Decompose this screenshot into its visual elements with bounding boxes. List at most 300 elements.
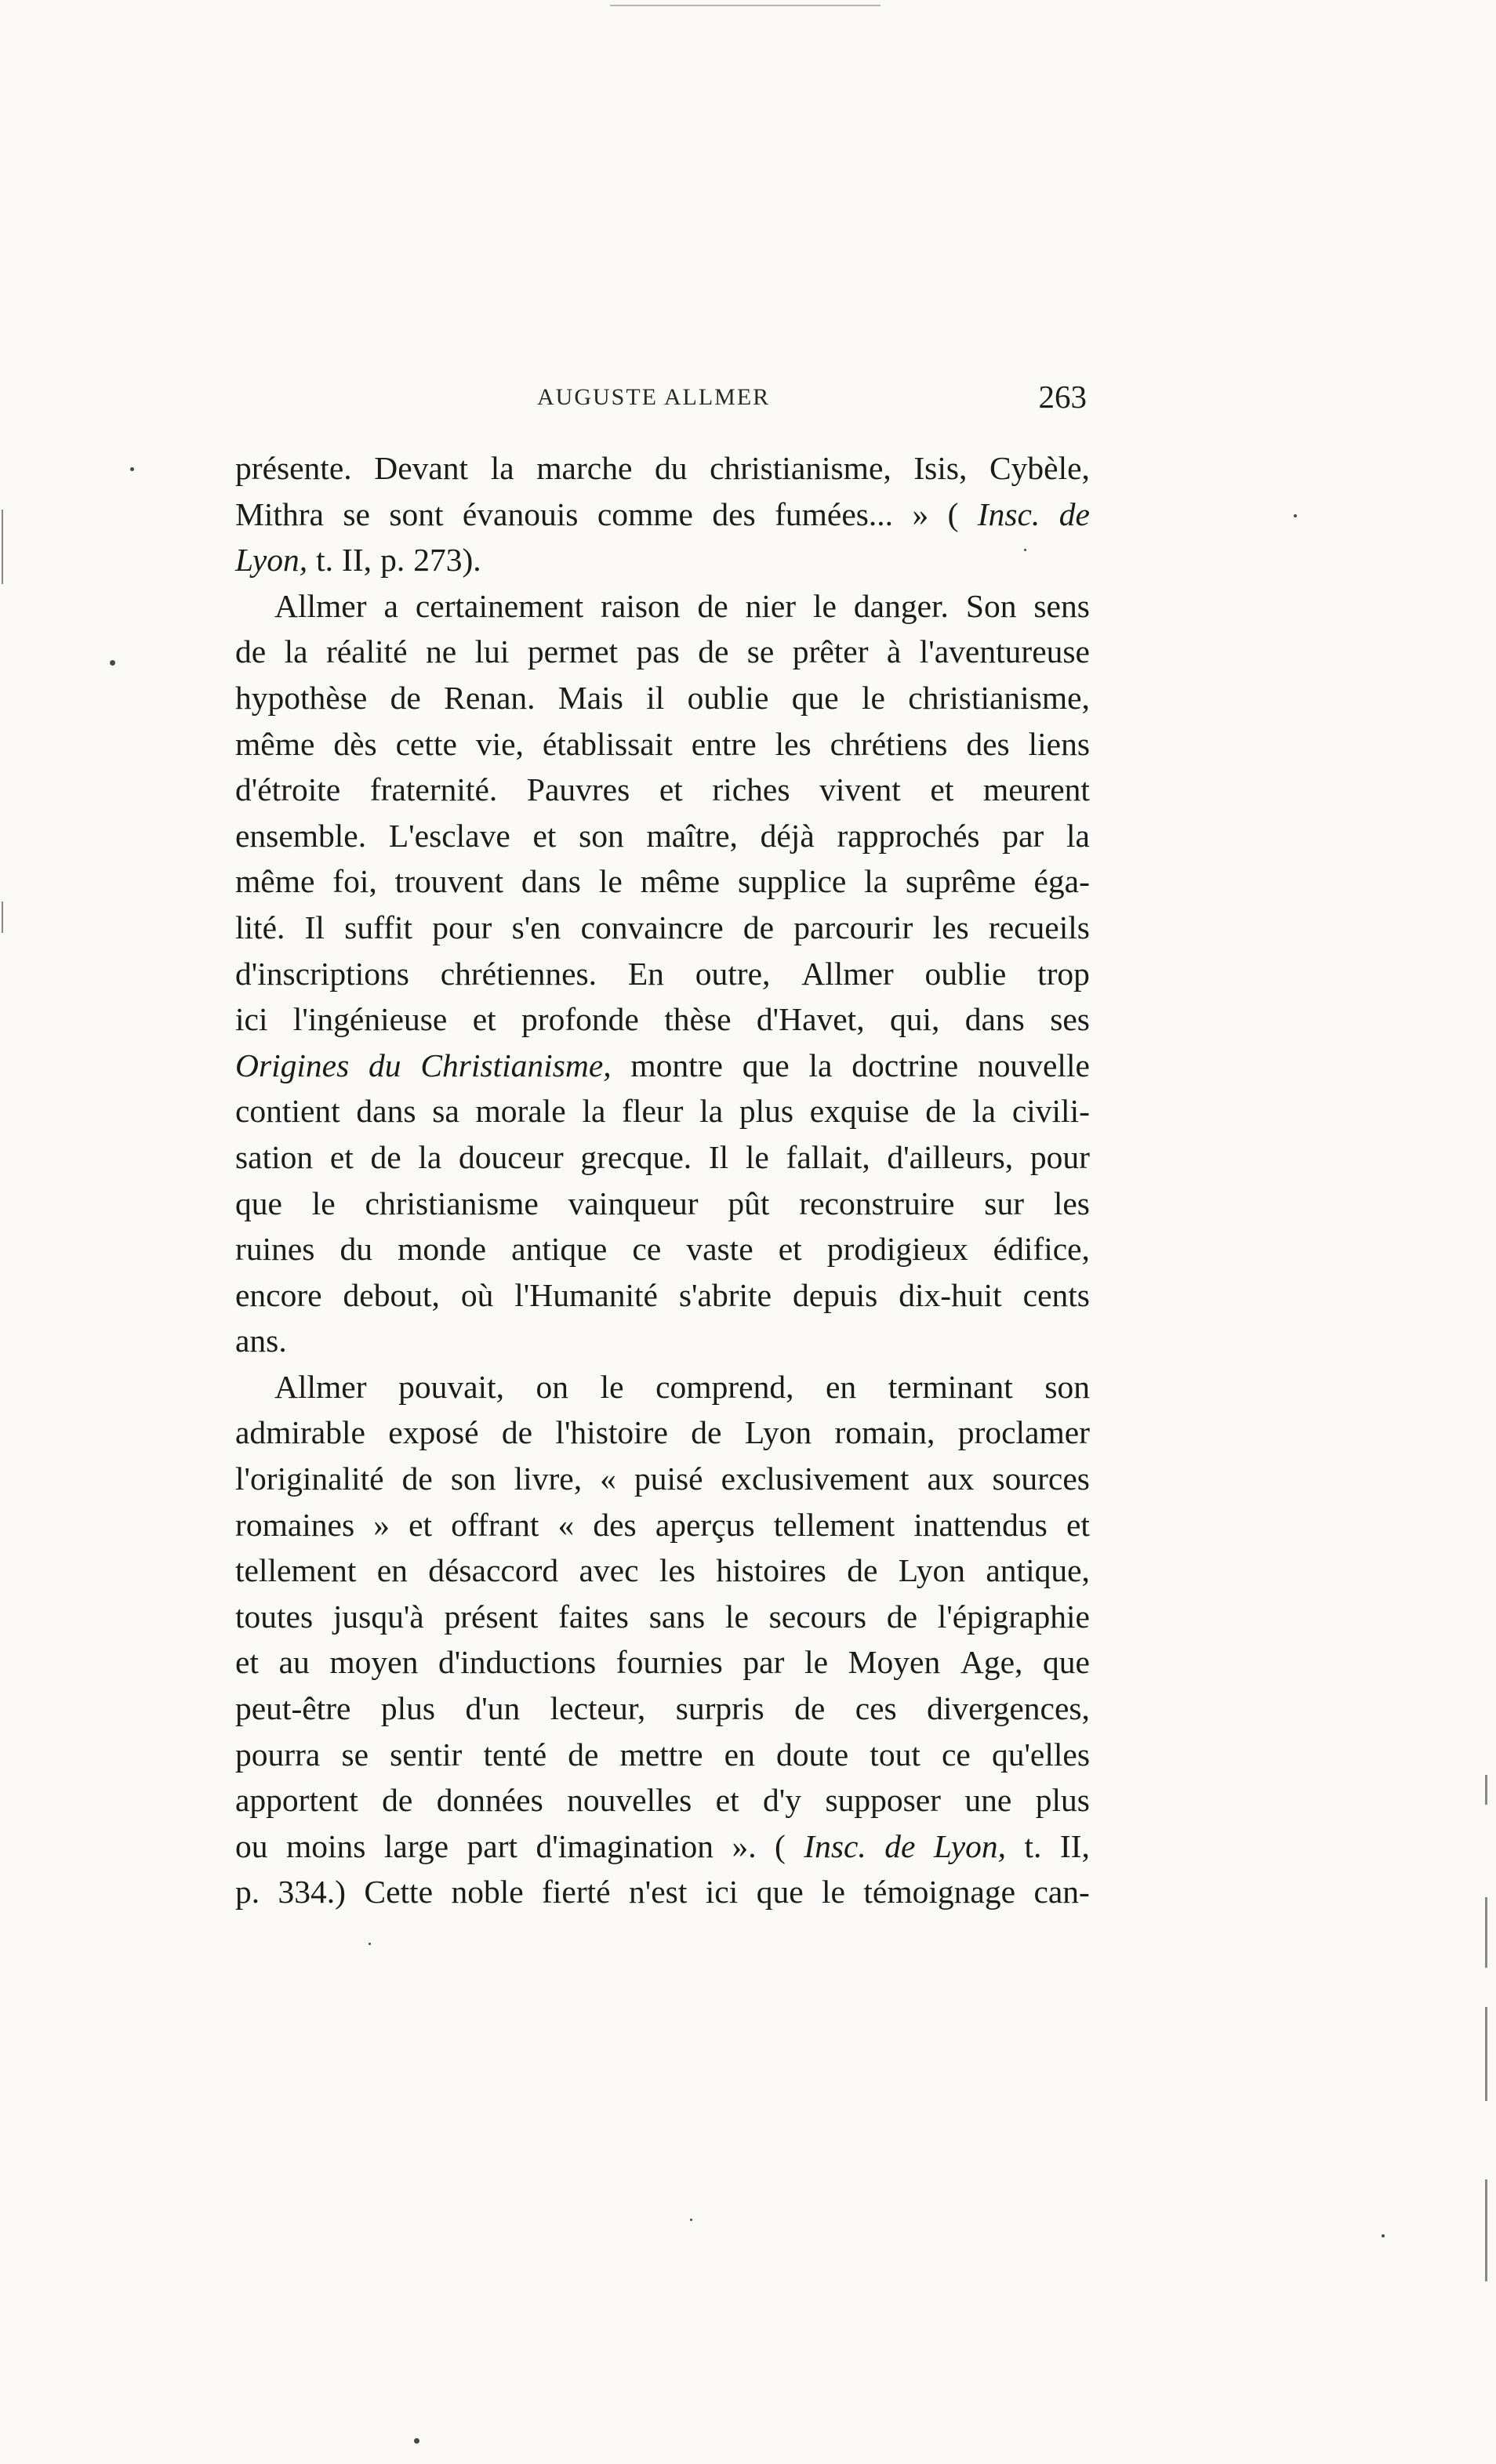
italic-word: Origines [235, 1047, 350, 1083]
word: toutes [235, 1598, 314, 1635]
italic-word: de [884, 1827, 916, 1864]
word: d'étroite [235, 771, 341, 808]
word: dans [964, 1001, 1025, 1038]
word: secours [768, 1598, 867, 1635]
text-line [235, 537, 1090, 583]
word: prodigieux [826, 1231, 968, 1268]
word: christianisme [365, 1185, 539, 1221]
left-edge-mark [2, 510, 3, 584]
word: n'est [629, 1874, 688, 1911]
word: comprend, [655, 1368, 794, 1405]
text-line [235, 813, 1090, 859]
word: des [712, 495, 756, 532]
text-line [235, 1869, 1090, 1915]
word: montre [630, 1047, 723, 1083]
word: plus [1035, 1782, 1090, 1819]
word: divergences, [927, 1690, 1090, 1727]
word: morale [475, 1093, 566, 1130]
word: que [235, 1185, 282, 1221]
word: de [501, 1414, 533, 1451]
word: et [408, 1506, 433, 1543]
word: ses [1050, 1001, 1090, 1038]
word: pût [728, 1185, 770, 1221]
word: plus [739, 1093, 794, 1130]
word: et [715, 1782, 739, 1819]
word: les [932, 909, 969, 945]
word: établissait [542, 725, 673, 762]
word: parcourir [793, 909, 913, 945]
margin-speck [414, 2438, 419, 2444]
text-line [235, 858, 1090, 905]
word: dans [521, 863, 581, 900]
left-edge-mark [2, 902, 3, 933]
text-line [235, 996, 1090, 1043]
word: livre, [514, 1461, 583, 1497]
word: que [742, 1047, 790, 1083]
word: sens [1033, 587, 1090, 624]
text-line [235, 1318, 1090, 1364]
text-line [235, 629, 1090, 675]
margin-speck [130, 467, 134, 471]
word: en [724, 1736, 755, 1773]
word: les [659, 1552, 695, 1589]
word: son [579, 817, 624, 854]
word: ( [947, 495, 959, 532]
word: sation [235, 1138, 314, 1175]
word: nier [745, 587, 797, 624]
right-edge-mark [1485, 2179, 1487, 2281]
word: Lyon [744, 1414, 812, 1451]
text-line [235, 492, 1090, 538]
word: évanouis [462, 495, 579, 532]
word: hypothèse [235, 679, 368, 716]
word: les [1053, 1185, 1090, 1221]
word: recueils [988, 909, 1090, 945]
word: d'y [763, 1782, 802, 1819]
word: une [964, 1782, 1012, 1819]
word: fraternité. [369, 771, 498, 808]
word: ce [941, 1736, 971, 1773]
word: sa [432, 1093, 459, 1130]
word: aux [927, 1461, 975, 1497]
word: liens [1028, 725, 1090, 762]
word: au [278, 1644, 310, 1681]
word: la [284, 633, 308, 670]
word: grecque. [580, 1138, 692, 1175]
text-line [235, 1134, 1090, 1181]
word: apportent [235, 1782, 358, 1819]
word: présent [444, 1598, 539, 1635]
word: doute [775, 1736, 849, 1773]
word: ensemble. [235, 817, 367, 854]
word: des [593, 1506, 637, 1543]
word: faites [558, 1598, 629, 1635]
word: profonde [521, 1001, 639, 1038]
word: L'esclave [388, 817, 510, 854]
word: t. [316, 542, 334, 579]
word: Allmer [801, 955, 894, 992]
word: témoignage [863, 1874, 1016, 1911]
word: 334.) [278, 1874, 346, 1911]
word: aperçus [655, 1506, 755, 1543]
word: de [235, 633, 267, 670]
word: part [467, 1827, 518, 1864]
word: en [376, 1552, 408, 1589]
text-line [235, 1548, 1090, 1594]
word: pourra [235, 1736, 321, 1773]
word: la [582, 1093, 606, 1130]
word: et [778, 1231, 802, 1268]
text-line [235, 1824, 1090, 1870]
word: certainement [415, 587, 584, 624]
word: Mais [557, 679, 623, 716]
word: suffit [344, 909, 413, 945]
word: doctrine [851, 1047, 959, 1083]
word: la [972, 1093, 997, 1130]
word: et [235, 1644, 259, 1681]
word: pouvait, [398, 1368, 504, 1405]
word: l'épigraphie [937, 1598, 1090, 1635]
word: mettre [619, 1736, 703, 1773]
word: de [390, 679, 421, 716]
word: raison [601, 587, 681, 624]
word: dix-huit [899, 1276, 1002, 1313]
word: d'un [465, 1690, 521, 1727]
text-line [235, 767, 1090, 813]
word: offrant [451, 1506, 539, 1543]
word: sur [984, 1185, 1025, 1221]
word: prêter [792, 633, 869, 670]
word: de [743, 909, 775, 945]
word: ici [235, 1001, 268, 1038]
word: exquise [809, 1093, 910, 1130]
word: Pauvres [526, 771, 630, 808]
word: s'abrite [678, 1276, 772, 1313]
word: marche [536, 450, 633, 486]
word: christianisme, [908, 679, 1090, 716]
word: debout, [343, 1276, 440, 1313]
word: son [450, 1461, 496, 1497]
word: comme [597, 495, 693, 532]
word: l'ingénieuse [292, 1001, 448, 1038]
word: réalité [325, 633, 408, 670]
word: noble [451, 1874, 524, 1911]
italic-word: de [1058, 495, 1090, 532]
word: déjà [760, 817, 815, 854]
word: entre [691, 725, 757, 762]
word: jusqu'à [332, 1598, 424, 1635]
word: le [861, 679, 885, 716]
text-line [235, 1639, 1090, 1686]
page-header [235, 379, 1090, 423]
word: can- [1033, 1874, 1090, 1911]
word: la [1066, 817, 1090, 854]
word: s'en [511, 909, 561, 945]
word: dans [356, 1093, 416, 1130]
word: danger. [853, 587, 949, 624]
word: Il [708, 1138, 729, 1175]
word: du [654, 450, 688, 486]
word: chrétiennes. [440, 955, 597, 992]
right-edge-mark [1485, 1897, 1487, 1968]
word: ici [705, 1874, 739, 1911]
word: ans. [235, 1323, 287, 1359]
word: Lyon [898, 1552, 966, 1589]
word: ou [235, 1827, 268, 1864]
word: le [600, 1368, 624, 1405]
word: surpris [675, 1690, 764, 1727]
word: l'histoire [555, 1414, 668, 1451]
word: II, [1059, 1827, 1090, 1864]
word: la [808, 1047, 833, 1083]
word: du [340, 1231, 373, 1268]
word: le [311, 1185, 336, 1221]
word: des [966, 725, 1010, 762]
word: large [383, 1827, 449, 1864]
word: Moyen [848, 1644, 941, 1681]
word: » [373, 1506, 390, 1543]
text-line [235, 1502, 1090, 1548]
word: oublie [687, 679, 769, 716]
word: romaines [235, 1506, 355, 1543]
italic-word: Lyon, [235, 542, 308, 579]
word: Cybèle, [989, 450, 1090, 486]
word: rapprochés [837, 817, 980, 854]
word: meurent [982, 771, 1090, 808]
word: ne [426, 633, 457, 670]
word: tout [870, 1736, 920, 1773]
word: 273). [413, 542, 481, 579]
word: thèse [664, 1001, 732, 1038]
word: maître, [646, 817, 738, 854]
word: Age, [960, 1644, 1023, 1681]
right-edge-mark [1485, 1775, 1487, 1805]
word: En [627, 955, 664, 992]
word: ». [732, 1827, 757, 1864]
word: Devant [374, 450, 469, 486]
word: christianisme, [710, 450, 891, 486]
word: données [436, 1782, 543, 1819]
text-line [235, 1777, 1090, 1824]
text-line [235, 1410, 1090, 1456]
word: dès [333, 725, 377, 762]
word: le [724, 1598, 749, 1635]
text-line [235, 583, 1090, 630]
word: convaincre [580, 909, 724, 945]
word: peut-être [235, 1690, 351, 1727]
word: le [804, 1644, 829, 1681]
word: Allmer [274, 587, 367, 624]
word: de [568, 1736, 599, 1773]
word: lité. [235, 909, 285, 945]
word: depuis [792, 1276, 878, 1313]
word: oublie [924, 955, 1007, 992]
word: et [1066, 1506, 1090, 1543]
text-line [235, 951, 1090, 997]
word: contient [235, 1093, 340, 1130]
word: le [822, 1874, 845, 1911]
word: même [235, 863, 315, 900]
word: éga- [1033, 863, 1090, 900]
word: romain, [834, 1414, 935, 1451]
word: que [791, 679, 839, 716]
word: ces [855, 1690, 897, 1727]
text-line [235, 1364, 1090, 1410]
word: de [794, 1690, 826, 1727]
body-text [235, 445, 1090, 1915]
word: les [775, 725, 812, 762]
word: par [743, 1644, 785, 1681]
word: fleur [622, 1093, 684, 1130]
word: Il [304, 909, 325, 945]
word: vie, [475, 725, 524, 762]
margin-speck [1382, 2234, 1385, 2237]
word: et [659, 771, 683, 808]
word: vaste [686, 1231, 753, 1268]
word: l'aventureuse [919, 633, 1090, 670]
margin-speck [1294, 514, 1297, 517]
word: de [382, 1782, 413, 1819]
word: proclamer [957, 1414, 1090, 1451]
word: monde [398, 1231, 487, 1268]
word: de [691, 1414, 722, 1451]
text-line [235, 675, 1090, 721]
word: trop [1037, 955, 1090, 992]
word: vivent [819, 771, 901, 808]
word: p. [380, 542, 405, 579]
word: admirable [235, 1414, 365, 1451]
word: foi, [332, 863, 377, 900]
word: chrétiens [830, 725, 948, 762]
word: douceur [459, 1138, 564, 1175]
word: Allmer [274, 1368, 367, 1405]
word: de [698, 633, 729, 670]
word: lui [474, 633, 510, 670]
word: cette [395, 725, 457, 762]
word: II, [342, 542, 372, 579]
word: édifice, [993, 1231, 1090, 1268]
text-line [235, 1272, 1090, 1319]
word: civili- [1011, 1093, 1090, 1130]
word: d'inductions [438, 1644, 597, 1681]
word: encore [235, 1276, 322, 1313]
word: que [1043, 1644, 1090, 1681]
word: l'originalité [235, 1461, 384, 1497]
word: fallait, [786, 1138, 870, 1175]
margin-speck [690, 2219, 692, 2221]
word: on [536, 1368, 569, 1405]
text-line [235, 445, 1090, 492]
word: moins [285, 1827, 366, 1864]
word: d'inscriptions [235, 955, 409, 992]
word: vainqueur [568, 1185, 699, 1221]
word: la [490, 450, 514, 486]
word: a [383, 587, 398, 624]
word: lecteur, [550, 1690, 646, 1727]
word: exposé [388, 1414, 479, 1451]
word: même [640, 863, 721, 900]
italic-word: du [369, 1047, 401, 1083]
word: plus [380, 1690, 436, 1727]
word: désaccord [428, 1552, 559, 1589]
margin-speck [110, 660, 115, 666]
margin-speck [369, 1943, 371, 1945]
word: la [864, 863, 888, 900]
word: et [930, 771, 954, 808]
word: Cette [364, 1874, 434, 1911]
word: la [699, 1093, 724, 1130]
word: fumées... [775, 495, 894, 532]
word: sont [389, 495, 444, 532]
margin-speck [1024, 549, 1026, 551]
word: trouvent [394, 863, 503, 900]
word: que [756, 1874, 804, 1911]
word: tenté [483, 1736, 547, 1773]
word: riches [712, 771, 790, 808]
italic-word: Insc. [804, 1827, 866, 1864]
word: t. [1024, 1827, 1042, 1864]
word: où [460, 1276, 494, 1313]
text-line [235, 1043, 1090, 1089]
word: Son [965, 587, 1017, 624]
word: nouvelles [567, 1782, 692, 1819]
italic-word: Insc. [977, 495, 1040, 532]
text-line [235, 905, 1090, 951]
word: pour [432, 909, 492, 945]
word: le [598, 863, 623, 900]
text-line [235, 1732, 1090, 1778]
italic-word: Christianisme, [420, 1047, 612, 1083]
word: Mithra [235, 495, 324, 532]
italic-word: Lyon, [933, 1827, 1007, 1864]
word: d'ailleurs, [887, 1138, 1014, 1175]
word: en [826, 1368, 857, 1405]
word: cents [1022, 1276, 1090, 1313]
word: de [697, 587, 728, 624]
word: » [912, 495, 929, 532]
word: p. [235, 1874, 260, 1911]
word: fierté [542, 1874, 611, 1911]
word: de [401, 1461, 433, 1497]
word: de [370, 1138, 401, 1175]
word: par [1002, 817, 1044, 854]
text-line [235, 721, 1090, 768]
word: supplice [737, 863, 847, 900]
word: sources [992, 1461, 1090, 1497]
word: de [886, 1598, 918, 1635]
word: outre, [695, 955, 771, 992]
word: Isis, [913, 450, 968, 486]
word: fournies [615, 1644, 723, 1681]
word: Renan. [444, 679, 536, 716]
word: se [746, 633, 775, 670]
word: qu'elles [991, 1736, 1090, 1773]
word: à [886, 633, 902, 670]
text-line [235, 1456, 1090, 1502]
word: sentir [390, 1736, 463, 1773]
word: supposer [825, 1782, 941, 1819]
word: il [646, 679, 665, 716]
word: de [847, 1552, 878, 1589]
top-edge-rule [610, 5, 881, 6]
text-line [235, 1088, 1090, 1134]
word: avec [579, 1552, 639, 1589]
word: tellement [773, 1506, 895, 1543]
word: qui, [889, 1001, 940, 1038]
word: l'Humanité [514, 1276, 658, 1313]
word: la [418, 1138, 442, 1175]
page-number: 263 [1038, 379, 1087, 415]
